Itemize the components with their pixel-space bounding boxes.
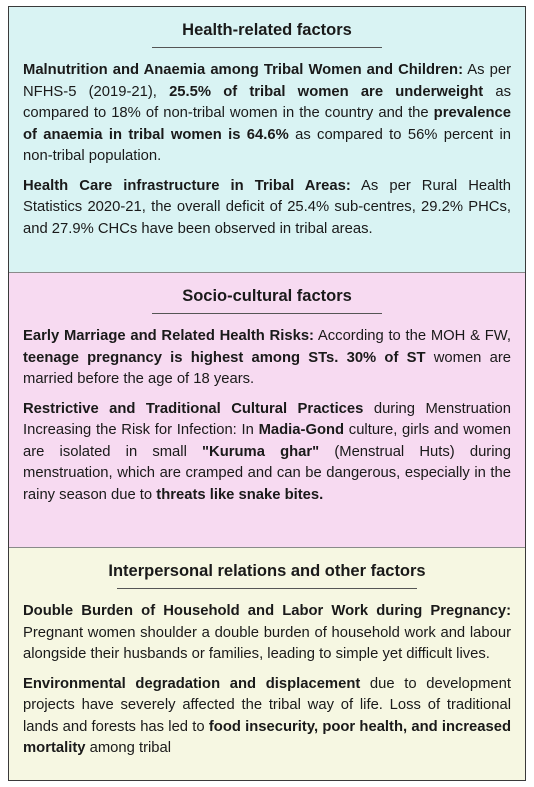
run: as compared to 56% percent in non-tribal population.	[23, 126, 511, 164]
paragraph-malnutrition-anaemia	[23, 60, 511, 168]
run: Environmental degradation and displacement	[23, 675, 361, 692]
heading-underline	[152, 47, 382, 48]
run: food insecurity, poor health, and increased mortality	[23, 718, 512, 756]
run: among tribal	[85, 740, 172, 756]
run: prevalence of anaemia in tribal women is 64.6%	[23, 105, 511, 143]
paragraph-health-care-infrastructure	[23, 176, 511, 241]
run: "Kuruma ghar"	[202, 443, 320, 460]
run: teenage pregnancy is highest among STs. 30% of ST	[23, 349, 426, 366]
run: As per Rural Health Statistics 2020-21, the overall deficit of 25.4% sub-centres, 29.2% PHCs, and 27.9% CHCs have been observed in tribal areas.	[23, 177, 512, 237]
section-heading: Health-related factors	[182, 21, 352, 39]
paragraph-cultural-practices	[23, 399, 511, 507]
section-health-related-factors	[9, 7, 525, 273]
run: as compared to 18% of non-tribal women in the country and the	[23, 83, 511, 121]
section-heading: Interpersonal relations and other factors	[108, 562, 426, 580]
run: Pregnant women shoulder a double burden of household work and labour alongside their husbands or families, leading to simple yet difficult lives.	[23, 624, 511, 662]
run: Malnutrition and Anaemia among Tribal Women and Children:	[23, 62, 464, 78]
run: (Menstrual Huts) during menstruation, which are cramped and can be dangerous, especially in the rainy season due to	[23, 443, 511, 503]
section-socio-cultural-factors	[9, 273, 525, 548]
heading-underline	[152, 313, 382, 314]
section-heading: Socio-cultural factors	[182, 287, 352, 305]
run: culture, girls and women are isolated in small	[23, 422, 511, 460]
run: Restrictive and Traditional Cultural Practices	[23, 400, 364, 417]
run: due to development projects have severely affected the tribal way of life. Loss of traditional lands and forests has led to	[23, 675, 511, 735]
run: As per NFHS-5 (2019-21),	[23, 62, 512, 100]
factors-document	[8, 6, 526, 781]
paragraph-early-marriage	[23, 326, 511, 391]
run: According to the MOH & FW,	[313, 328, 512, 344]
run: during Menstruation Increasing the Risk for Infection: In	[23, 400, 511, 438]
heading-underline	[117, 588, 417, 589]
run: Health Care infrastructure in Tribal Areas:	[23, 177, 351, 194]
paragraph-double-burden	[23, 601, 511, 666]
paragraph-environmental-degradation	[23, 674, 511, 760]
run: Madia-Gond	[258, 422, 345, 438]
run: women are married before the age of 18 years.	[23, 349, 511, 387]
run: threats like snake bites.	[156, 486, 324, 503]
run: Double Burden of Household and Labor Work during Pregnancy:	[23, 603, 511, 619]
run: 25.5% of tribal women are underweight	[169, 83, 484, 100]
section-interpersonal-relations	[9, 548, 525, 780]
run: Early Marriage and Related Health Risks:	[23, 328, 314, 344]
